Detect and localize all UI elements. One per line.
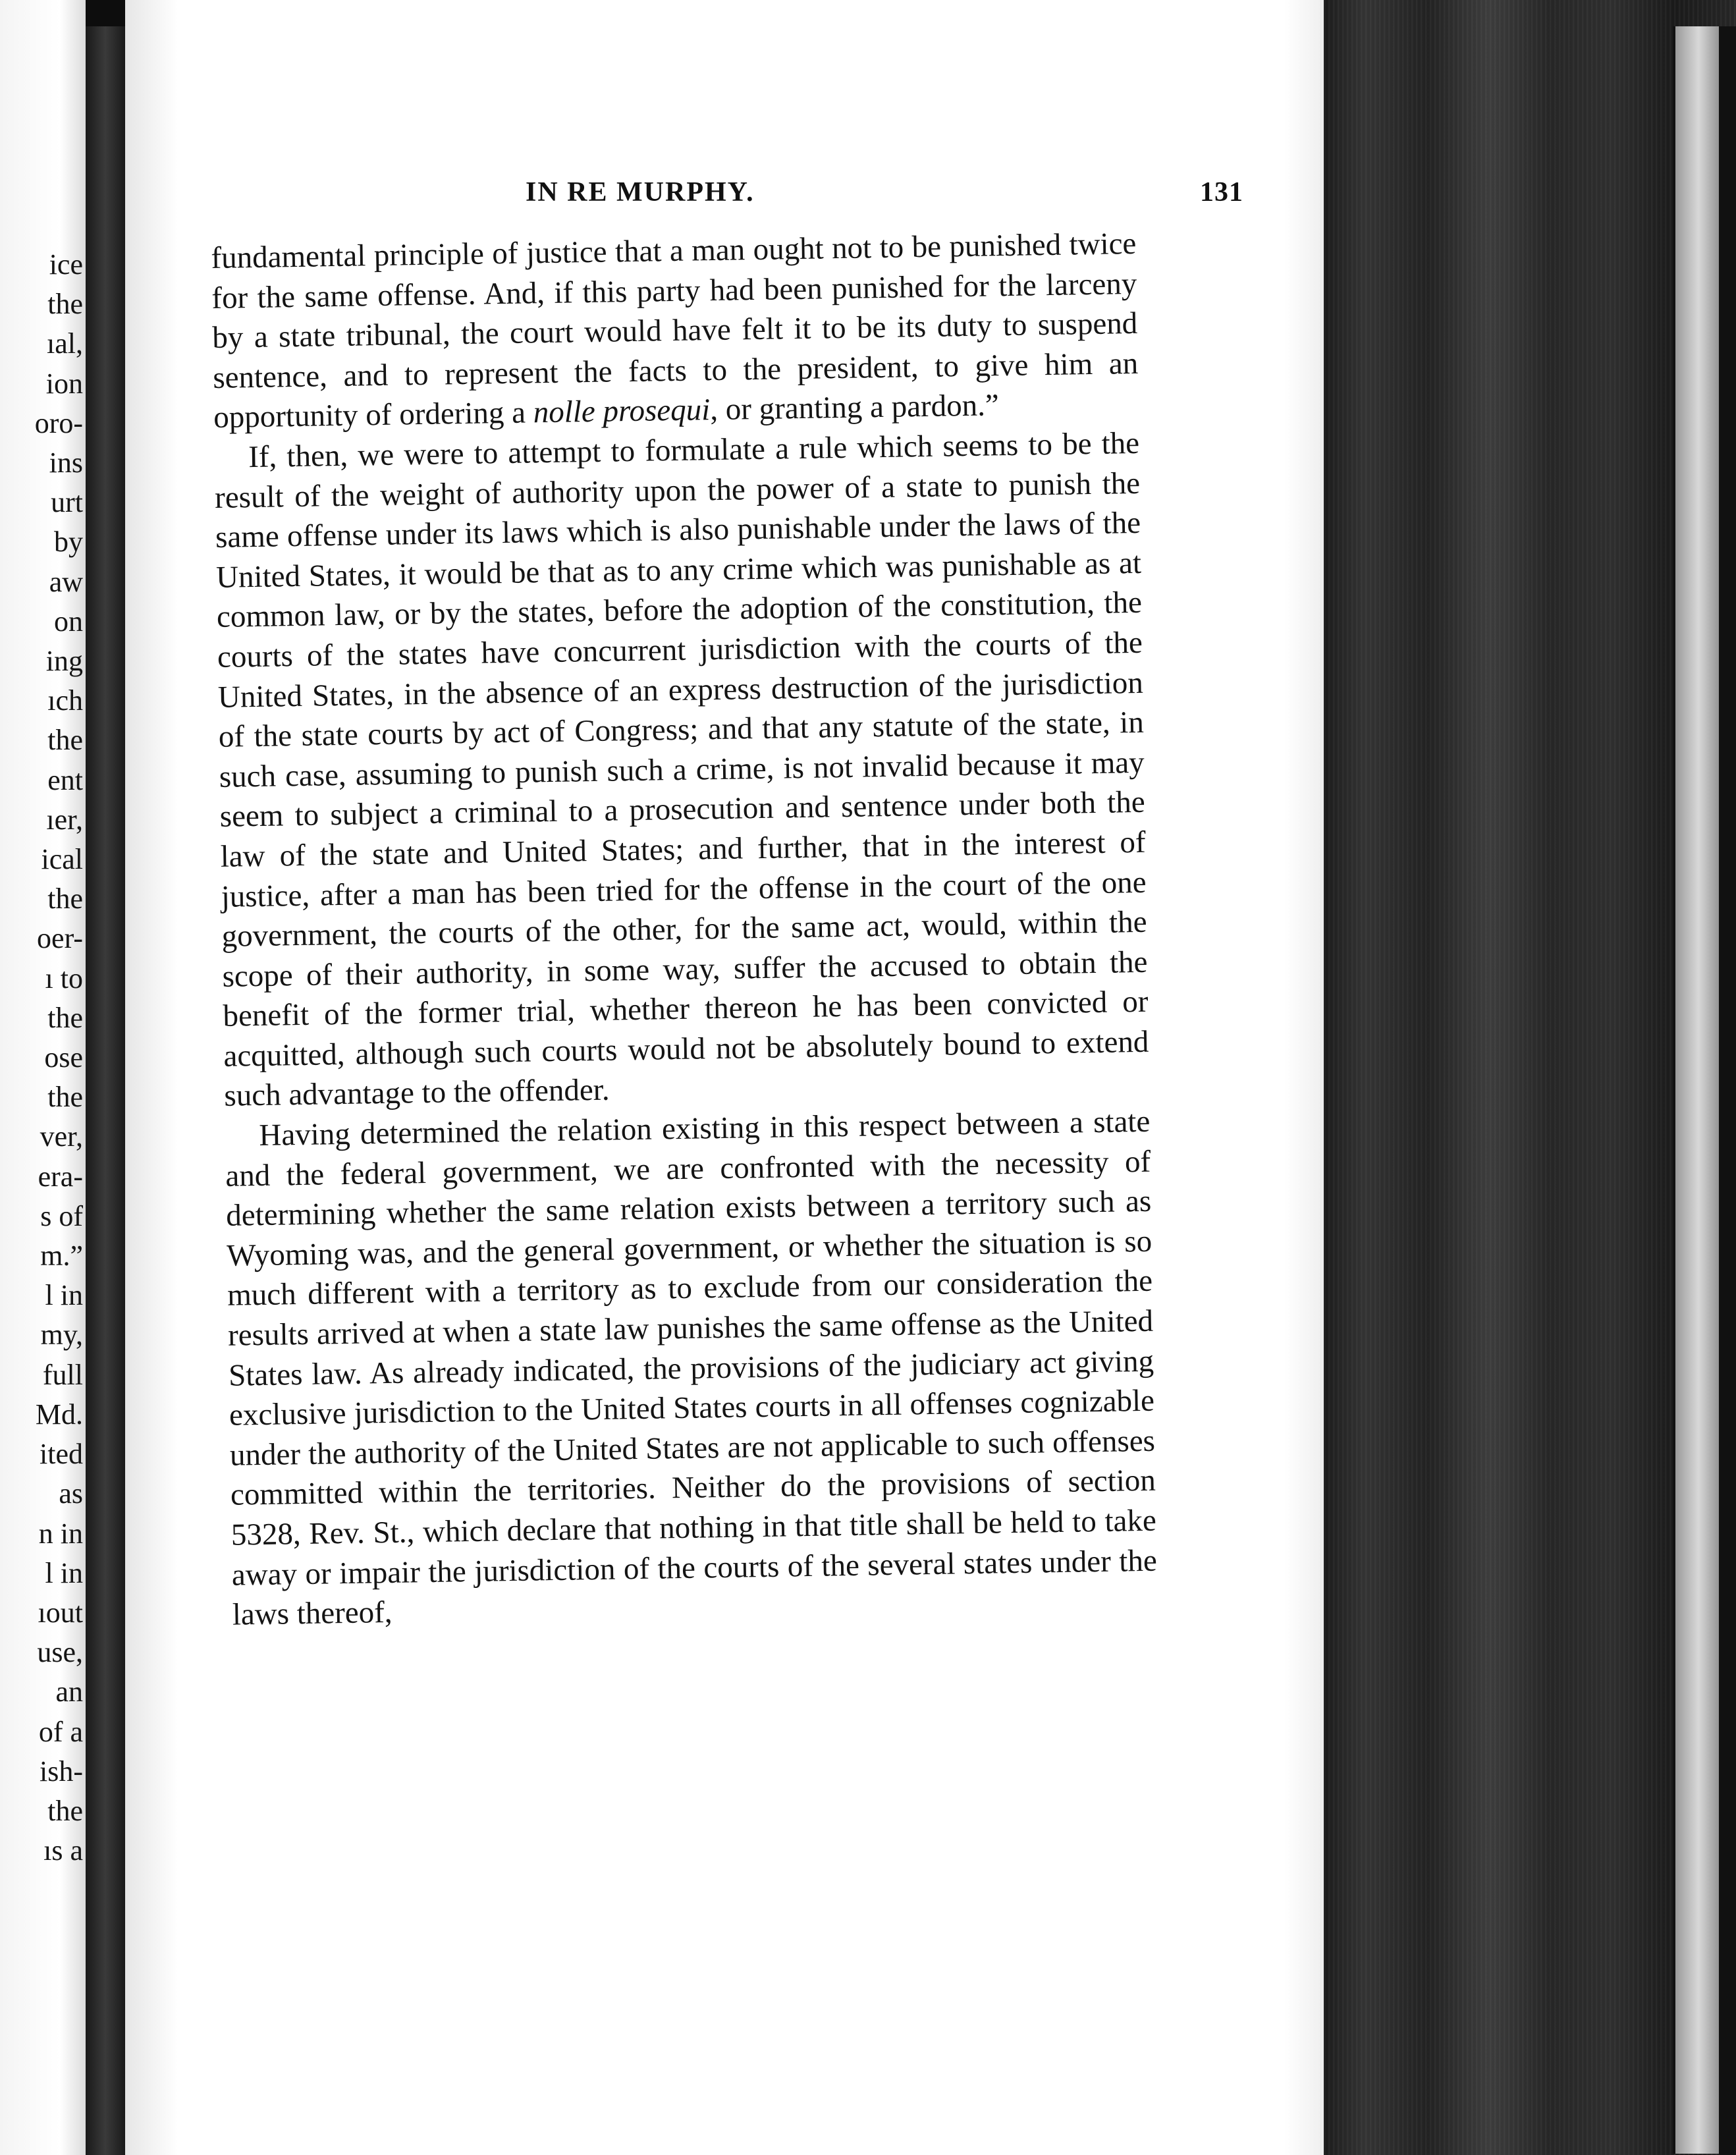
left-page-fragment: use,: [37, 1636, 83, 1669]
left-page-fragment: ıs a: [43, 1834, 83, 1867]
left-page-fragment: of a: [38, 1715, 83, 1748]
left-page-fragment: ion: [45, 367, 83, 400]
left-page-fragment: aw: [49, 565, 83, 598]
left-page-fragment: as: [59, 1477, 83, 1510]
left-page-fragment: l in: [45, 1279, 83, 1312]
left-page-fragment: ited: [40, 1438, 83, 1471]
page-block-edge: [1673, 26, 1722, 2154]
left-page-fragment: ıout: [38, 1596, 83, 1629]
left-page-fragment: the: [47, 1794, 83, 1827]
left-page-fragment: l in: [45, 1556, 83, 1589]
left-page-fragment: ent: [47, 763, 83, 796]
paragraph-1-end: , or granting a pardon.”: [709, 388, 1000, 427]
book-gutter-shadow: [86, 26, 125, 2155]
left-page-fragment: ver,: [40, 1120, 83, 1153]
left-page-fragment: ing: [45, 645, 83, 678]
left-page-fragment: my,: [40, 1319, 83, 1351]
left-page-fragment: an: [55, 1676, 83, 1708]
page-number: 131: [1200, 177, 1243, 207]
paragraph-1: [211, 224, 1139, 438]
left-page-fragment: ice: [49, 248, 83, 281]
paragraph-2: If, then, we were to attempt to formulate a rule which seems to be the result of the weight of authority upon the power of a state to punish the same offense under its laws which is also punishable under the laws of the United States, it would be that as to any crime which was punishable as at common law, or by the states, before the adoption of the constitution, the courts of the states have concurrent jurisdiction with the courts of the United States, in the absence of an express destruction of the jurisdiction of the state courts by act of Congress; and that any statute of the state, in such case, assuming to punish such a crime, is not invalid because it may seem to subject a criminal to a prosecution and sentence under both the law of the state and United States; and further, that in the interest of justice, after a man has been tried for the offense in the court of the one government, the courts of the other, for the same act, would, within the scope of their authority, in some way, suffer the accused to obtain the benefit of the former trial, whether thereon he has been convicted or acquitted, although such courts would not be absolutely bound to extend such advantage to the offender.: [214, 425, 1149, 1114]
paragraph-1-text: fundamental principle of justice that a man ought not to be punished twice for the same offense. And, if this party had been punished for the larceny by a state tribunal, the court would have felt it to be its duty to suspend sentence, and to represent the facts to the president, to give him an opportunity of ordering a: [211, 226, 1139, 435]
left-page-fragment: ıch: [47, 684, 83, 717]
left-page-edge: [0, 0, 86, 2155]
left-page-fragment: on: [54, 605, 83, 638]
left-page-fragment: the: [47, 883, 83, 915]
left-page-line-fragments: [35, 245, 86, 1870]
paragraph-3: Having determined the relation existing in this respect between a state and the federal government, we are confronted with the necessity of determining whether the same relation exists between a territory such as Wyoming was, and the general government, or whether the situation is so much different with a territory as to exclude from our consideration the results arrived at when a state law punishes the same offense as the United States law. As already indicated, the provisions of the judiciary act giving exclusive jurisdiction to the United States courts in all offenses cognizable under the authority of the United States are not applicable to such offenses committed within the territories. Neither do the provisions of section 5328, Rev. St., which declare that nothing in that title shall be held to take away or impair the jurisdiction of the courts of the several states under the laws thereof,: [225, 1104, 1158, 1632]
body-text: [211, 224, 1158, 1635]
left-page-fragment: the: [47, 1001, 83, 1034]
left-page-fragment: era-: [38, 1160, 83, 1193]
left-page-fragment: oer-: [37, 922, 83, 955]
left-page-fragment: oro-: [34, 406, 83, 439]
left-page-fragment: Md.: [35, 1398, 83, 1431]
left-page-fragment: ins: [49, 447, 83, 479]
book-fore-edge: [1324, 0, 1736, 2155]
left-page-fragment: ish-: [40, 1755, 83, 1787]
left-page-fragment: ı to: [45, 962, 83, 995]
left-page-fragment: the: [47, 724, 83, 757]
running-head: IN RE MURPHY.: [526, 177, 755, 207]
left-page-fragment: ose: [44, 1041, 83, 1074]
left-page-fragment: the: [47, 1081, 83, 1114]
left-page-fragment: ıer,: [46, 803, 83, 836]
left-page-fragment: n in: [38, 1517, 83, 1550]
left-page-fragment: ıal,: [47, 327, 83, 360]
paragraph-1-italic-term: nolle prosequi: [533, 393, 711, 430]
left-page-fragment: ical: [41, 843, 83, 876]
left-page-fragment: m.”: [40, 1240, 83, 1272]
fore-edge-shadow: [1719, 26, 1736, 2155]
left-page-fragment: urt: [51, 486, 83, 519]
left-page-fragment: full: [42, 1358, 83, 1391]
page-131: [125, 0, 1324, 2155]
left-page-fragment: s of: [40, 1199, 83, 1232]
left-page-fragment: by: [54, 526, 83, 559]
left-page-fragment: the: [47, 288, 83, 321]
